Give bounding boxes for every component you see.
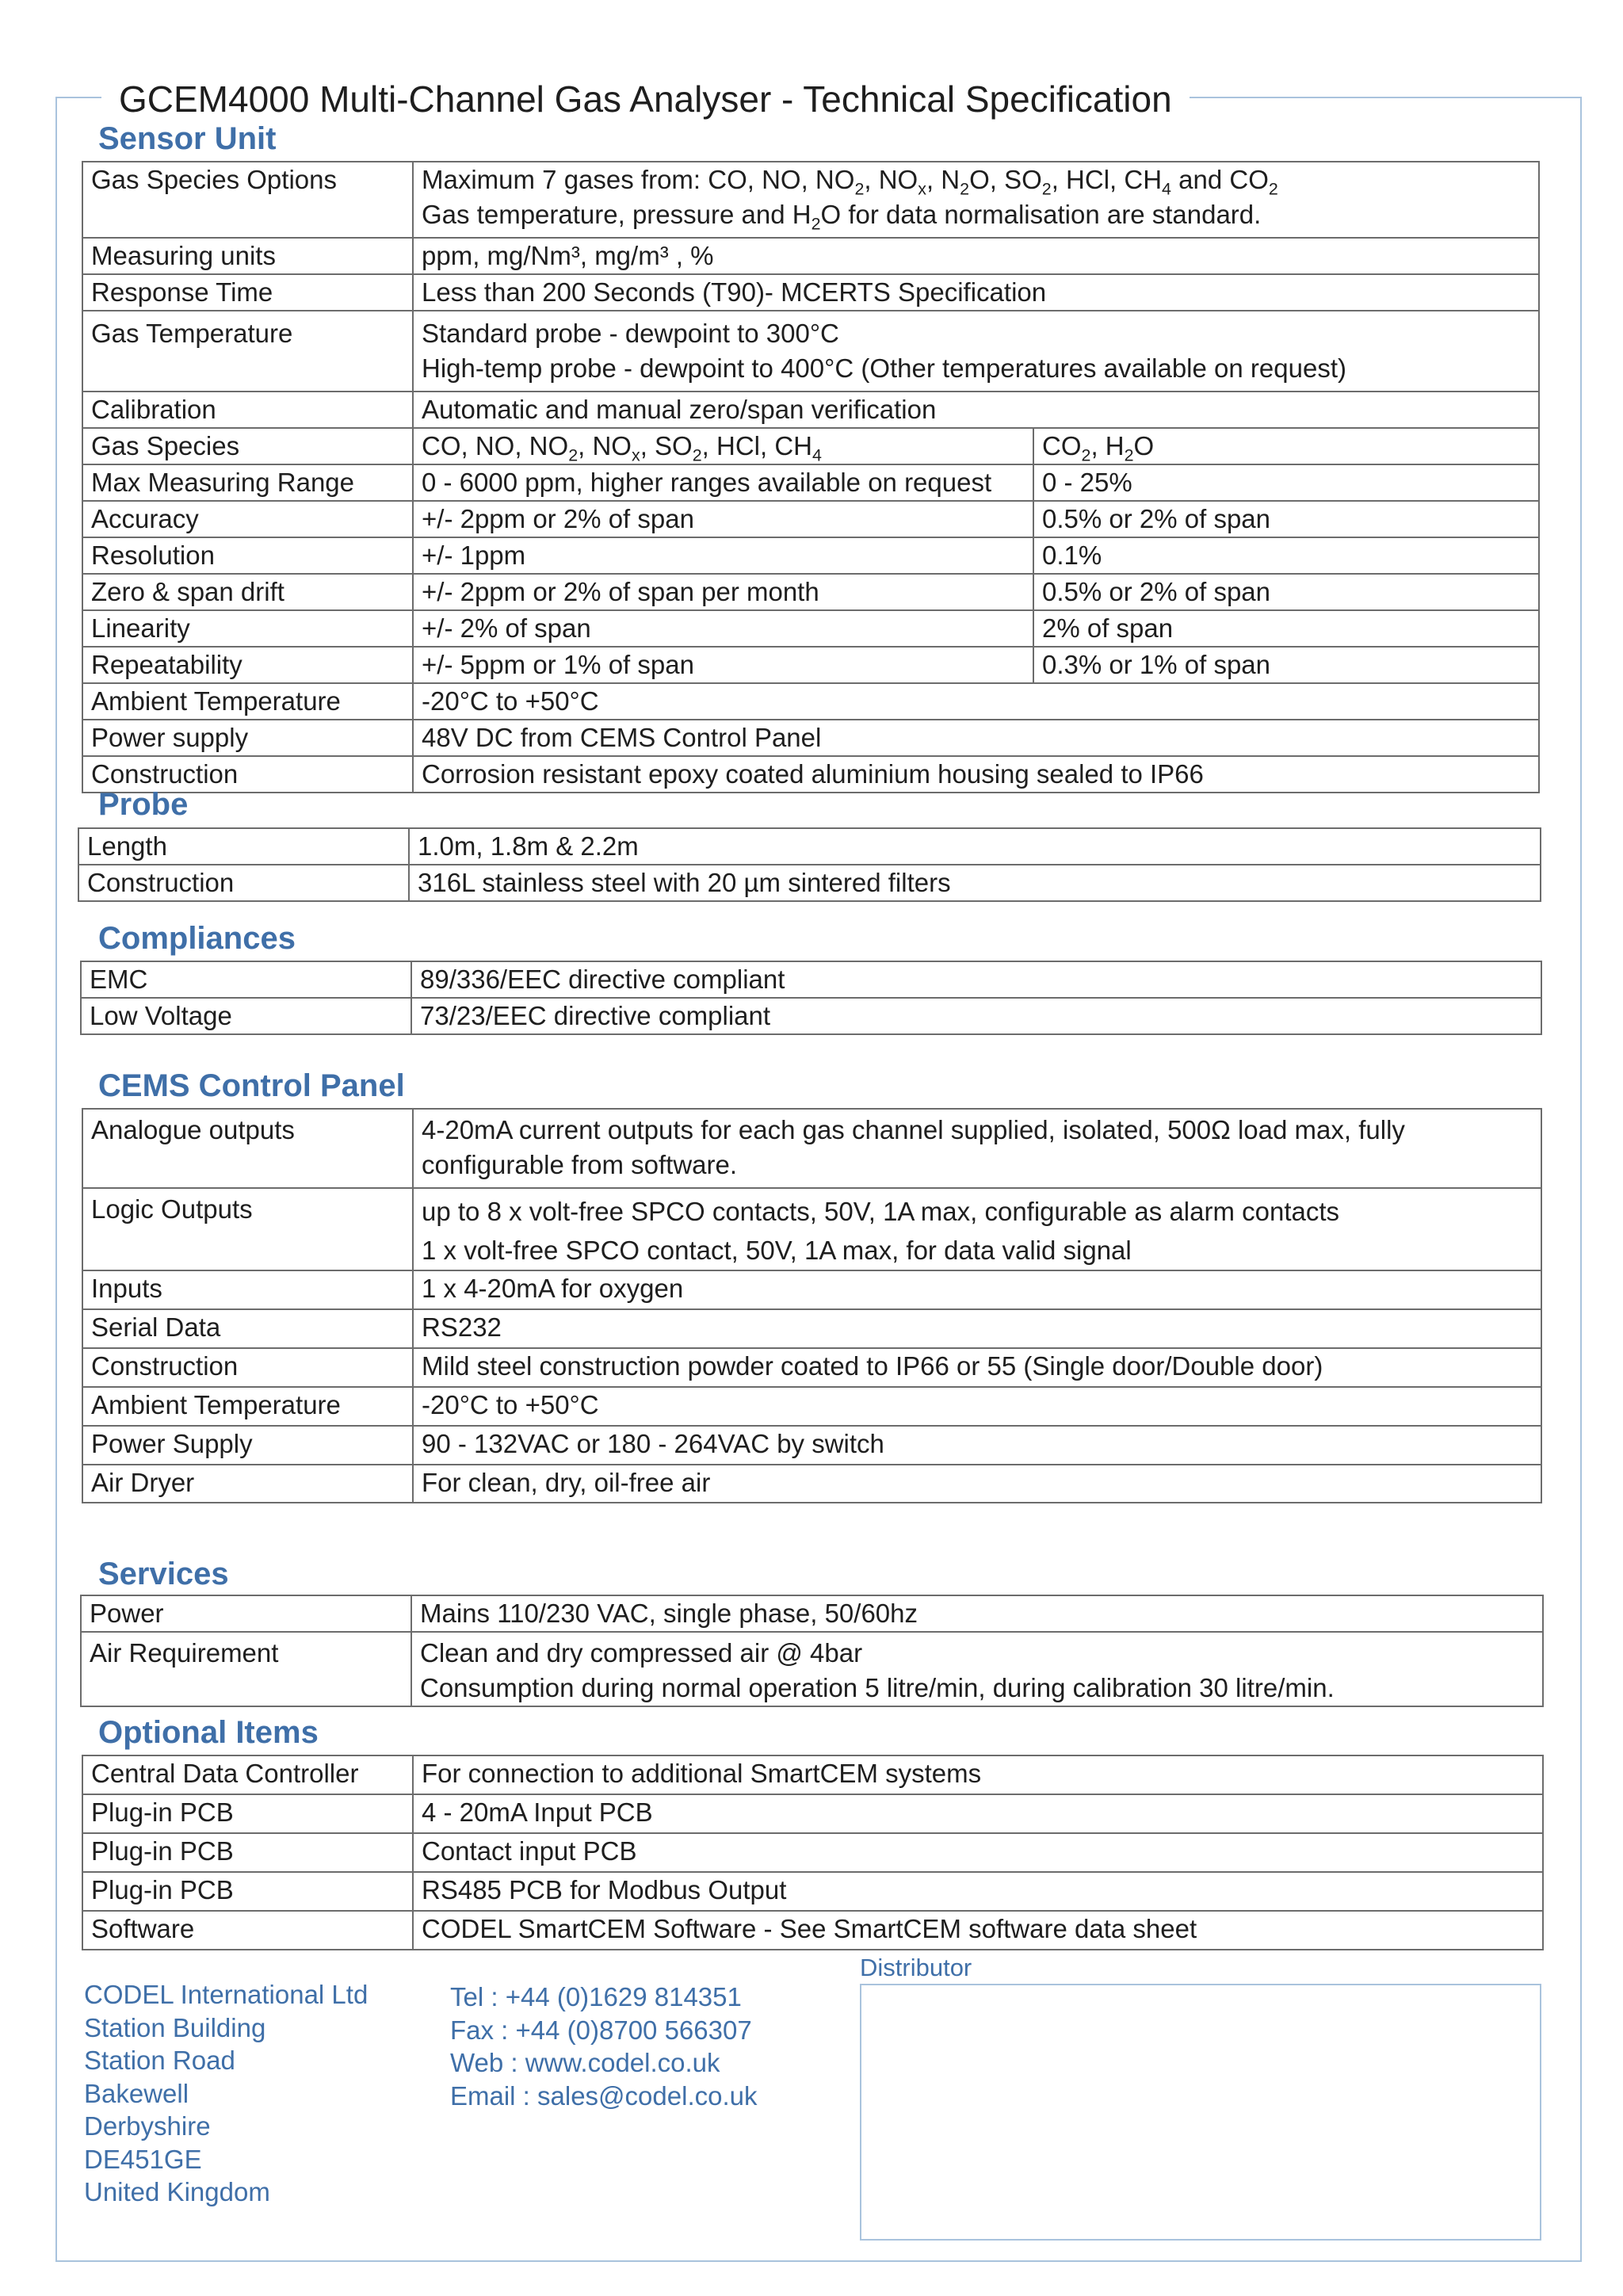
spec-value: Contact input PCB xyxy=(413,1833,1543,1872)
table-row xyxy=(82,162,1539,238)
spec-label: Power xyxy=(81,1595,411,1632)
spec-value: +/- 2ppm or 2% of span xyxy=(413,501,1033,537)
document-title: GCEM4000 Multi-Channel Gas Analyser - Technical Specification xyxy=(101,73,1190,125)
spec-label: Air Dryer xyxy=(82,1465,413,1503)
spec-value: Automatic and manual zero/span verification xyxy=(413,392,1539,428)
spec-value: -20°C to +50°C xyxy=(413,683,1539,720)
gas-options-line-1: Maximum 7 gases from: CO, NO, $NO_2$, $NO_x$, $N_2O$, $SO_2$, HCl, $CH_4$ and $CO_2$ xyxy=(422,165,1278,199)
address-line: United Kingdom xyxy=(84,2177,270,2206)
table-row xyxy=(82,574,1539,610)
spec-label: Analogue outputs xyxy=(82,1109,413,1188)
spec-label: Plug-in PCB xyxy=(82,1872,413,1911)
spec-label: Gas Species xyxy=(82,428,413,464)
spec-value: 1 x 4-20mA for oxygen xyxy=(413,1270,1541,1309)
sensor-unit-table xyxy=(82,161,1540,793)
table-row xyxy=(82,1309,1541,1348)
spec-value: RS232 xyxy=(413,1309,1541,1348)
spec-value: 316L stainless steel with 20 µm sintered filters xyxy=(409,865,1541,901)
table-row xyxy=(82,1109,1541,1188)
spec-value: RS485 PCB for Modbus Output xyxy=(413,1872,1543,1911)
table-row xyxy=(82,537,1539,574)
website-link[interactable]: Web : www.codel.co.uk xyxy=(450,2048,720,2077)
spec-value: 48V DC from CEMS Control Panel xyxy=(413,720,1539,756)
address-line: DE451GE xyxy=(84,2144,202,2174)
spec-label: Measuring units xyxy=(82,238,413,274)
table-row xyxy=(82,392,1539,428)
spec-value: Mild steel construction powder coated to IP66 or 55 (Single door/Double door) xyxy=(413,1348,1541,1387)
spec-value: ppm, mg/Nm³, mg/m³ , % xyxy=(413,238,1539,274)
table-row xyxy=(82,1387,1541,1426)
table-row xyxy=(82,238,1539,274)
spec-value xyxy=(413,311,1539,392)
table-row xyxy=(82,1465,1541,1503)
table-row xyxy=(78,865,1541,901)
spec-label: Construction xyxy=(82,756,413,793)
spec-label: Inputs xyxy=(82,1270,413,1309)
section-heading-probe: Probe xyxy=(98,787,189,822)
address-line: Derbyshire xyxy=(84,2111,211,2141)
spec-value: 89/336/EEC directive compliant xyxy=(411,961,1541,998)
spec-value: -20°C to +50°C xyxy=(413,1387,1541,1426)
gas-options-line-2: Gas temperature, pressure and $H_2O$ for data normalisation are standard. xyxy=(422,200,1262,234)
table-row xyxy=(81,1632,1543,1706)
spec-value: $CO_2$, $H_2O$ xyxy=(1033,428,1539,464)
table-row xyxy=(82,501,1539,537)
address-line: CODEL International Ltd xyxy=(84,1980,369,2009)
table-row xyxy=(82,1755,1543,1794)
spec-label: Logic Outputs xyxy=(82,1188,413,1270)
phone-number: Tel : +44 (0)1629 814351 xyxy=(450,1982,742,2011)
spec-label: Accuracy xyxy=(82,501,413,537)
table-row xyxy=(81,1595,1543,1632)
table-row xyxy=(82,464,1539,501)
table-row xyxy=(81,961,1541,998)
spec-label: Plug-in PCB xyxy=(82,1833,413,1872)
spec-value: 4-20mA current outputs for each gas channel supplied, isolated, 500Ω load max, fully configurable from software. xyxy=(413,1109,1541,1188)
table-row xyxy=(82,1911,1543,1950)
spec-value: 0.5% or 2% of span xyxy=(1033,574,1539,610)
table-row xyxy=(82,311,1539,392)
cems-table xyxy=(82,1108,1542,1503)
table-row xyxy=(82,1348,1541,1387)
table-row xyxy=(82,756,1539,793)
spec-label: Construction xyxy=(82,1348,413,1387)
services-table xyxy=(80,1595,1544,1707)
spec-value: 90 - 132VAC or 180 - 264VAC by switch xyxy=(413,1426,1541,1465)
optional-items-table xyxy=(82,1755,1544,1950)
spec-value: CODEL SmartCEM Software - See SmartCEM software data sheet xyxy=(413,1911,1543,1950)
air-requirement-line-2: Consumption during normal operation 5 litre/min, during calibration 30 litre/min. xyxy=(420,1673,1335,1702)
spec-label: Repeatability xyxy=(82,647,413,683)
table-row xyxy=(82,1794,1543,1833)
table-row xyxy=(81,998,1541,1034)
spec-label: Zero & span drift xyxy=(82,574,413,610)
section-heading-sensor-unit: Sensor Unit xyxy=(98,121,277,156)
spec-value: CO, NO, $NO_2$, $NO_x$, $SO_2$, HCl, $CH_4$ xyxy=(413,428,1033,464)
spec-value xyxy=(413,162,1539,238)
table-row xyxy=(82,610,1539,647)
address-line: Bakewell xyxy=(84,2078,189,2108)
spec-label: Plug-in PCB xyxy=(82,1794,413,1833)
logic-outputs-line-1: up to 8 x volt-free SPCO contacts, 50V, 1A max, configurable as alarm contacts xyxy=(422,1197,1340,1226)
spec-label: Air Requirement xyxy=(81,1632,411,1706)
spec-value: Mains 110/230 VAC, single phase, 50/60hz xyxy=(411,1595,1543,1632)
table-row xyxy=(82,1270,1541,1309)
address-line: Station Building xyxy=(84,2012,266,2042)
table-row xyxy=(82,428,1539,464)
spec-label: Gas Species Options xyxy=(82,162,413,238)
section-heading-compliances: Compliances xyxy=(98,921,296,956)
air-requirement-line-1: Clean and dry compressed air @ 4bar xyxy=(420,1638,863,1668)
table-row xyxy=(82,1872,1543,1911)
spec-value: 0.3% or 1% of span xyxy=(1033,647,1539,683)
spec-label: Low Voltage xyxy=(81,998,411,1034)
distributor-label: Distributor xyxy=(860,1954,972,1981)
spec-value: +/- 2% of span xyxy=(413,610,1033,647)
spec-label: Power Supply xyxy=(82,1426,413,1465)
spec-value: 0 - 25% xyxy=(1033,464,1539,501)
spec-value: +/- 2ppm or 2% of span per month xyxy=(413,574,1033,610)
company-address xyxy=(84,1978,368,2209)
table-row xyxy=(82,683,1539,720)
spec-value: 4 - 20mA Input PCB xyxy=(413,1794,1543,1833)
table-row xyxy=(82,1833,1543,1872)
spec-label: Response Time xyxy=(82,274,413,311)
spec-value: 0.1% xyxy=(1033,537,1539,574)
section-heading-optional-items: Optional Items xyxy=(98,1715,319,1750)
spec-label: Ambient Temperature xyxy=(82,1387,413,1426)
gas-temp-line-2: High-temp probe - dewpoint to 400°C (Other temperatures available on request) xyxy=(422,353,1346,383)
spec-value: 2% of span xyxy=(1033,610,1539,647)
spec-label: Ambient Temperature xyxy=(82,683,413,720)
spec-value: 0 - 6000 ppm, higher ranges available on request xyxy=(413,464,1033,501)
section-heading-services: Services xyxy=(98,1557,229,1591)
table-row xyxy=(82,1188,1541,1270)
spec-label: Length xyxy=(78,828,409,865)
compliances-table xyxy=(80,961,1542,1035)
table-row xyxy=(82,274,1539,311)
spec-value xyxy=(413,1188,1541,1270)
spec-value: 73/23/EEC directive compliant xyxy=(411,998,1541,1034)
spec-label: Max Measuring Range xyxy=(82,464,413,501)
spec-value: For clean, dry, oil-free air xyxy=(413,1465,1541,1503)
logic-outputs-line-2: 1 x volt-free SPCO contact, 50V, 1A max, for data valid signal xyxy=(422,1236,1132,1265)
spec-value xyxy=(411,1632,1543,1706)
spec-label: Power supply xyxy=(82,720,413,756)
table-row xyxy=(82,1426,1541,1465)
spec-value: Less than 200 Seconds (T90)- MCERTS Specification xyxy=(413,274,1539,311)
spec-value: Corrosion resistant epoxy coated aluminium housing sealed to IP66 xyxy=(413,756,1539,793)
spec-value: +/- 1ppm xyxy=(413,537,1033,574)
spec-label: Central Data Controller xyxy=(82,1755,413,1794)
email-link[interactable]: Email : sales@codel.co.uk xyxy=(450,2080,758,2111)
spec-label: EMC xyxy=(81,961,411,998)
spec-label: Calibration xyxy=(82,392,413,428)
spec-label: Resolution xyxy=(82,537,413,574)
distributor-box xyxy=(860,1984,1541,2241)
spec-label: Gas Temperature xyxy=(82,311,413,392)
spec-value: 1.0m, 1.8m & 2.2m xyxy=(409,828,1541,865)
gas-temp-line-1: Standard probe - dewpoint to 300°C xyxy=(422,319,839,348)
spec-value: +/- 5ppm or 1% of span xyxy=(413,647,1033,683)
table-row xyxy=(82,720,1539,756)
probe-table xyxy=(78,827,1541,902)
table-row xyxy=(82,647,1539,683)
address-line: Station Road xyxy=(84,2046,235,2075)
spec-value: For connection to additional SmartCEM systems xyxy=(413,1755,1543,1794)
spec-label: Serial Data xyxy=(82,1309,413,1348)
spec-label: Linearity xyxy=(82,610,413,647)
company-contact xyxy=(450,1981,758,2112)
spec-value: 0.5% or 2% of span xyxy=(1033,501,1539,537)
spec-label: Software xyxy=(82,1911,413,1950)
section-heading-cems-control-panel: CEMS Control Panel xyxy=(98,1068,405,1103)
fax-number: Fax : +44 (0)8700 566307 xyxy=(450,2015,752,2045)
spec-label: Construction xyxy=(78,865,409,901)
table-row xyxy=(78,828,1541,865)
